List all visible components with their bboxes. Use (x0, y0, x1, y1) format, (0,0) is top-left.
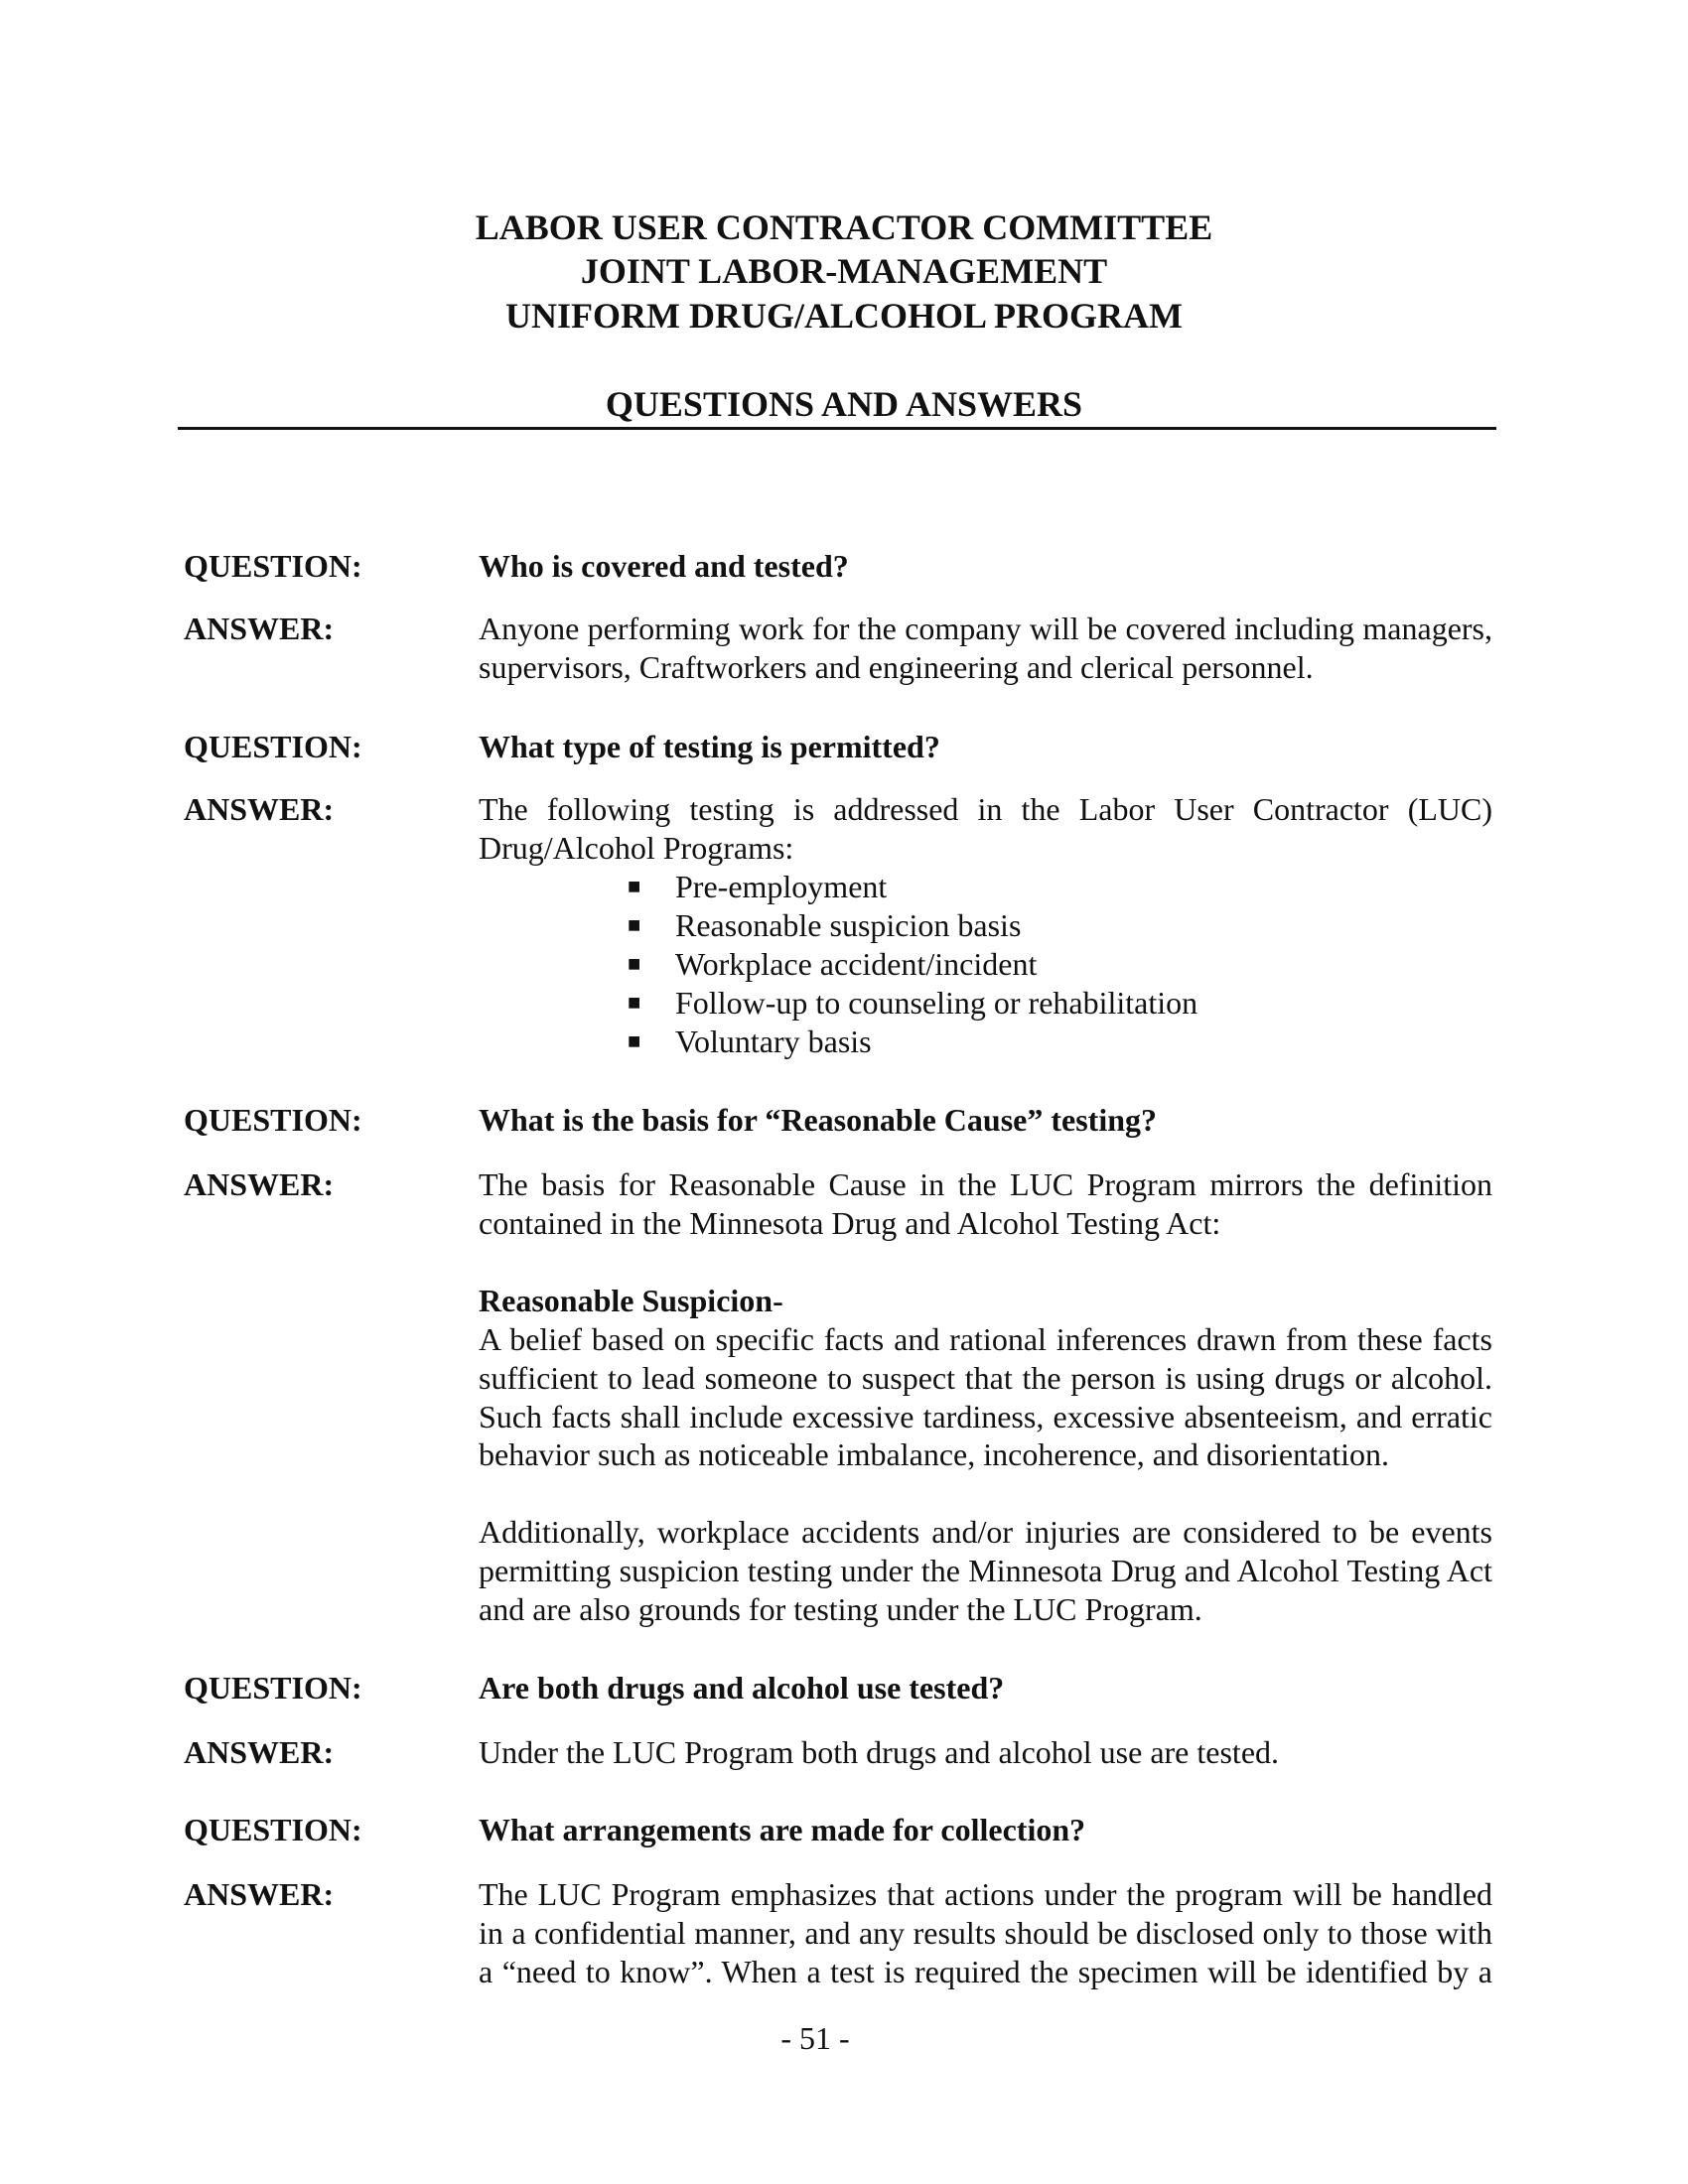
answer-label: ANSWER: (184, 791, 335, 827)
answer-line: Anyone performing work for the company will be covered including managers, (479, 611, 1492, 646)
definition-line: behavior such as noticeable imbalance, incoherence, and disorientation. (479, 1436, 1389, 1472)
bullet-item: Workplace accident/incident (675, 946, 1038, 982)
page-number: - 51 - (780, 2020, 850, 2056)
bullet-item: Follow-up to counseling or rehabilitation (675, 985, 1198, 1021)
answer-line: Drug/Alcohol Programs: (479, 830, 794, 866)
question-label: QUESTION: (184, 729, 362, 764)
answer-label: ANSWER: (184, 1876, 335, 1912)
title-line: JOINT LABOR-MANAGEMENT (580, 251, 1108, 291)
paragraph-line: Additionally, workplace accidents and/or injuries are considered to be events (479, 1514, 1492, 1550)
answer-label: ANSWER: (184, 611, 335, 646)
title-line: LABOR USER CONTRACTOR COMMITTEE (475, 207, 1213, 247)
definition-line: Such facts shall include excessive tardiness, excessive absenteeism, and erratic (479, 1399, 1492, 1434)
question-text: What is the basis for “Reasonable Cause” testing? (479, 1102, 1157, 1138)
definition-heading: Reasonable Suspicion- (479, 1283, 783, 1318)
bullet-icon: ■ (628, 874, 641, 898)
answer-line: supervisors, Craftworkers and engineering and clerical personnel. (479, 649, 1314, 685)
answer-line: The LUC Program emphasizes that actions under the program will be handled (479, 1876, 1492, 1912)
definition-line: A belief based on specific facts and rational inferences drawn from these facts (479, 1321, 1492, 1357)
answer-line: The following testing is addressed in the Labor User Contractor (LUC) (479, 791, 1492, 827)
question-label: QUESTION: (184, 1670, 362, 1706)
bullet-item: Voluntary basis (675, 1024, 872, 1059)
answer-label: ANSWER: (184, 1734, 335, 1770)
answer-line: in a confidential manner, and any results should be disclosed only to those with (479, 1915, 1492, 1951)
answer-line: Under the LUC Program both drugs and alcohol use are tested. (479, 1734, 1280, 1770)
answer-label: ANSWER: (184, 1166, 335, 1202)
bullet-icon: ■ (628, 951, 641, 976)
title-line: UNIFORM DRUG/ALCOHOL PROGRAM (505, 296, 1183, 336)
bullet-icon: ■ (628, 990, 641, 1015)
section-heading: QUESTIONS AND ANSWERS (605, 384, 1083, 424)
bullet-item: Reasonable suspicion basis (675, 907, 1022, 943)
answer-line: a “need to know”. When a test is required the specimen will be identified by a (479, 1954, 1492, 1989)
question-text: Are both drugs and alcohol use tested? (479, 1670, 1005, 1706)
question-text: Who is covered and tested? (479, 548, 849, 584)
definition-line: sufficient to lead someone to suspect that the person is using drugs or alcohol. (479, 1360, 1492, 1396)
bullet-icon: ■ (628, 912, 641, 937)
answer-line: contained in the Minnesota Drug and Alcohol Testing Act: (479, 1205, 1221, 1241)
bullet-item: Pre-employment (675, 869, 888, 904)
paragraph-line: permitting suspicion testing under the Minnesota Drug and Alcohol Testing Act (479, 1553, 1492, 1588)
question-label: QUESTION: (184, 1812, 362, 1847)
bullet-icon: ■ (628, 1028, 641, 1053)
answer-line: The basis for Reasonable Cause in the LUC Program mirrors the definition (479, 1166, 1492, 1202)
question-label: QUESTION: (184, 548, 362, 584)
question-label: QUESTION: (184, 1102, 362, 1138)
paragraph-line: and are also grounds for testing under the LUC Program. (479, 1591, 1202, 1627)
question-text: What type of testing is permitted? (479, 729, 940, 764)
title-underline-rule (178, 427, 1496, 430)
question-text: What arrangements are made for collection? (479, 1812, 1086, 1847)
